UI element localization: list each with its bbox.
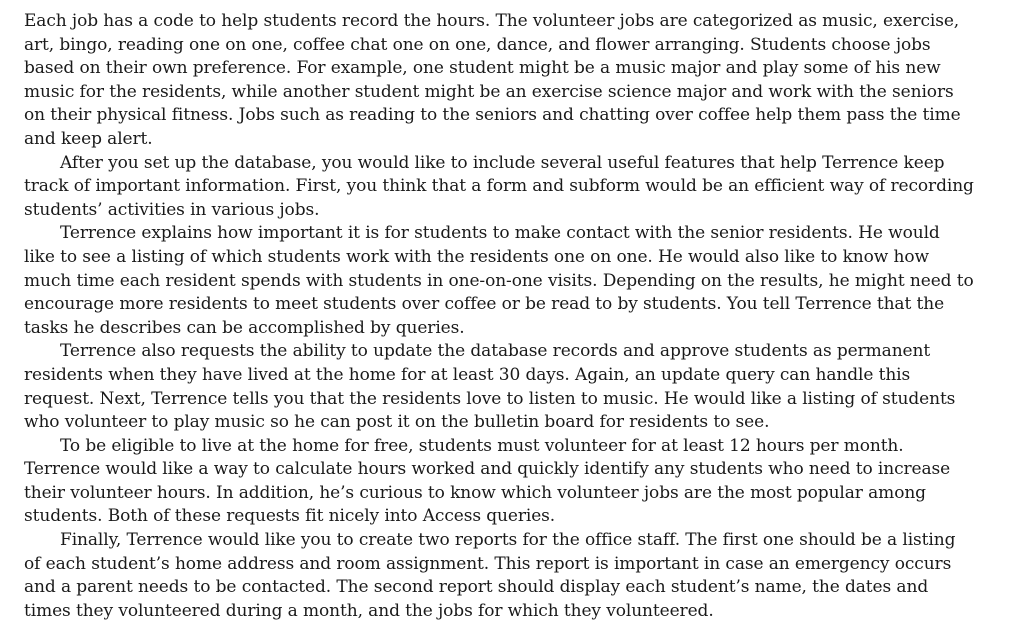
paragraph-database-features: After you set up the database, you would like to include several useful features that help Terrence keep track of important information. First, you think that a form and subform would be an efficient way of recording students’ activities in various jobs. [24, 152, 974, 220]
paragraph-one-on-one-contact: Terrence explains how important it is for students to make contact with the senior residents. He would like to see a listing of which students work with the residents one on one. He would also like to know how much time each resident spends with students in one-on-one visits. Depending on the results, he might need to encourage more residents to meet students over coffee or be read to by students. You tell Terrence that the tasks he describes can be accomplished by queries. [24, 223, 974, 338]
paragraph-update-query: Terrence also requests the ability to update the database records and approve students as permanent residents when they have lived at the home for at least 30 days. Again, an update query can handle this request. Next, Terrence tells you that the residents love to listen to music. He would like a listing of students who volunteer to play music so he can post it on the bulletin board for residents to see. [24, 341, 956, 433]
paragraph-job-codes: Each job has a code to help students record the hours. The volunteer jobs are categorized as music, exercise, art, bingo, reading one on one, coffee chat one on one, dance, and flower arranging. Students choose jobs based on their own preference. For example, one student might be a music major and play some of his new music for the residents, while another student might be an exercise science major and work with the seniors on their physical fitness. Jobs such as reading to the seniors and chatting over coffee help them pass the time and keep alert. [24, 11, 961, 149]
paragraph-volunteer-hours: To be eligible to live at the home for free, students must volunteer for at least 12 hours per month. Terrence would like a way to calculate hours worked and quickly identify any students who need to increase their volunteer hours. In addition, he’s curious to know which volunteer jobs are the most popular among students. Both of these requests fit nicely into Access queries. [24, 435, 951, 527]
document-body [24, 10, 974, 623]
paragraph-reports: Finally, Terrence would like you to create two reports for the office staff. The first one should be a listing of each student’s home address and room assignment. This report is important in case an emergency occurs and a parent needs to be contacted. The second report should display each student’s name, the dates and times they volunteered during a month, and the jobs for which they volunteered. [24, 530, 956, 621]
